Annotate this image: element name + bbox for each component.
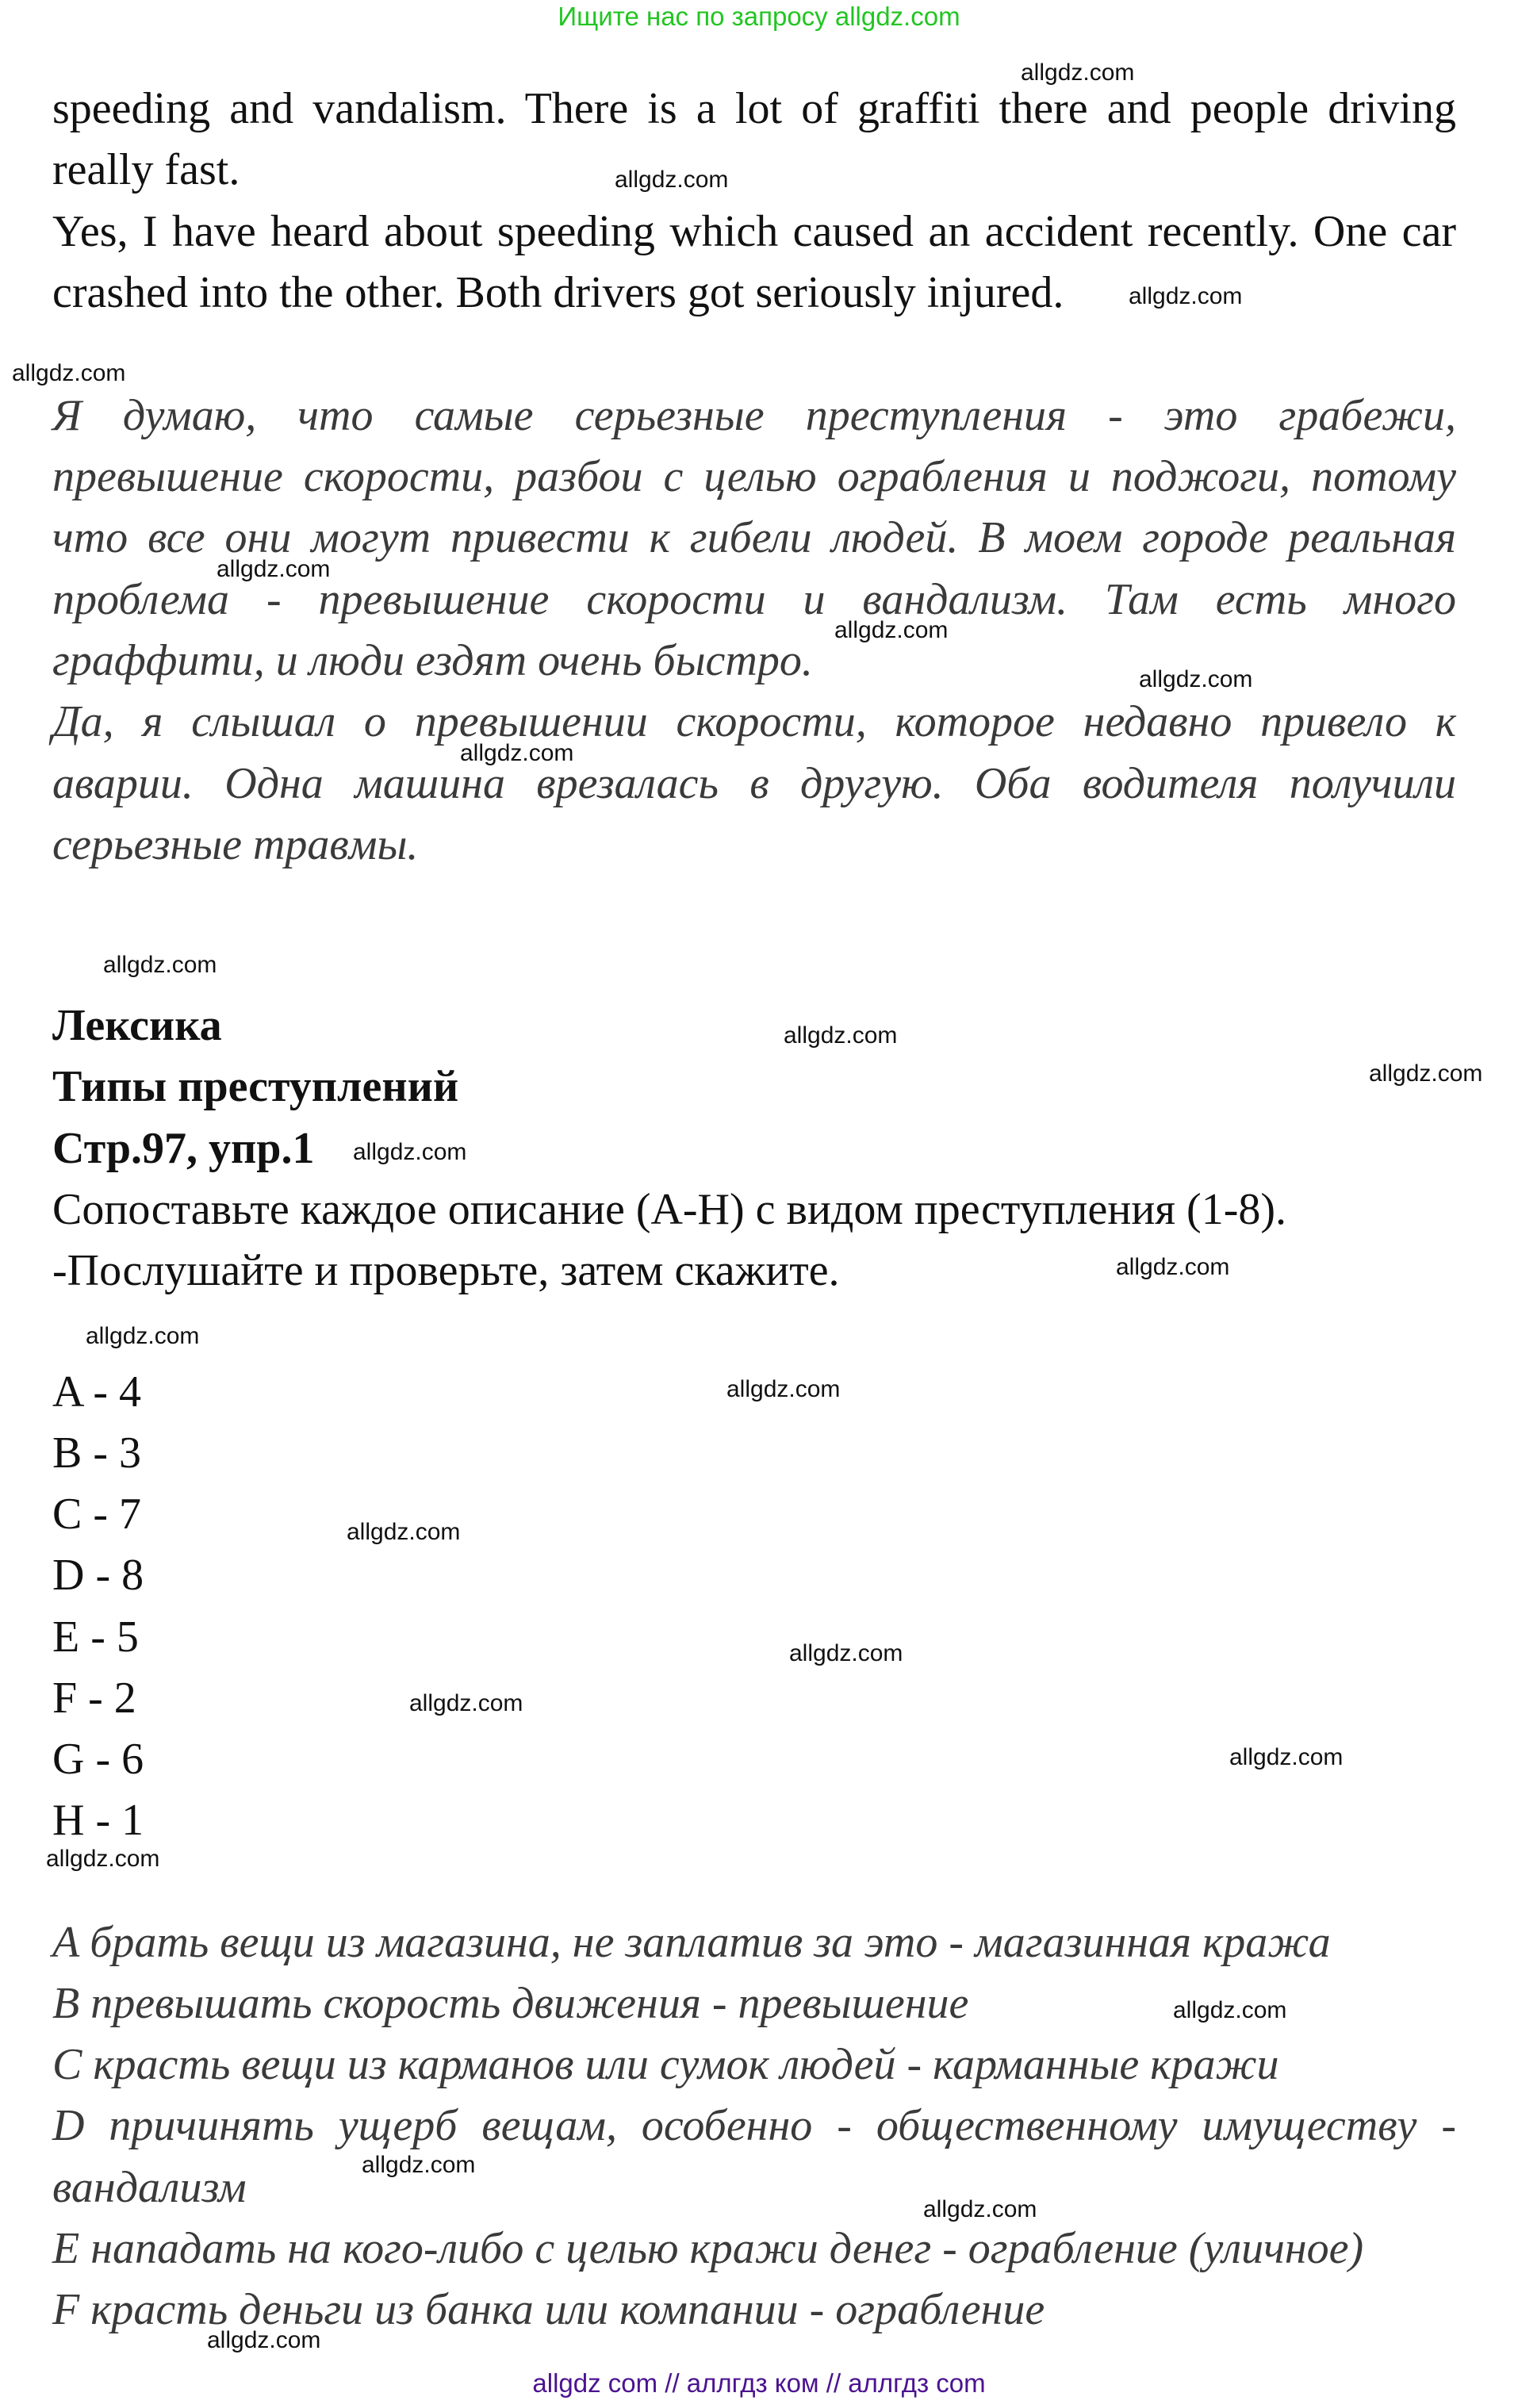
watermark: allgdz.com <box>1021 59 1135 86</box>
definition-line: F красть деньги из банка или компании - ограбление <box>52 2285 1045 2334</box>
header-banner: Ищите нас по запросу allgdz.com <box>558 2 960 31</box>
watermark: allgdz.com <box>1116 1254 1230 1280</box>
watermark: allgdz.com <box>347 1519 461 1545</box>
task-instruction: -Послушайте и проверьте, затем скажите. <box>52 1246 840 1295</box>
watermark: allgdz.com <box>1369 1060 1483 1087</box>
definition-line: D причинять ущерб вещам, особенно - общественному имуществу - <box>52 2101 1456 2150</box>
watermark: allgdz.com <box>726 1376 841 1402</box>
answer-item: E - 5 <box>52 1612 139 1662</box>
answer-item: B - 3 <box>52 1428 141 1478</box>
english-line: Yes, I have heard about speeding which caused an accident recently. One car <box>52 207 1456 256</box>
watermark: allgdz.com <box>615 167 729 193</box>
section-heading: Типы преступлений <box>52 1062 459 1111</box>
translation-line: серьезные травмы. <box>52 820 419 869</box>
watermark: allgdz.com <box>789 1640 903 1666</box>
translation-line: превышение скорости, разбои с целью ограбления и поджоги, потому <box>52 452 1456 501</box>
watermark: allgdz.com <box>207 2327 321 2353</box>
english-line: crashed into the other. Both drivers got seriously injured. <box>52 268 1064 317</box>
translation-line: Да, я слышал о превышении скорости, которое недавно привело к <box>52 697 1456 746</box>
watermark: allgdz.com <box>362 2152 476 2178</box>
answer-item: A - 4 <box>52 1367 141 1417</box>
translation-line: граффити, и люди ездят очень быстро. <box>52 636 813 685</box>
answer-item: D - 8 <box>52 1551 144 1600</box>
answer-item: F - 2 <box>52 1674 136 1723</box>
answer-item: H - 1 <box>52 1796 144 1845</box>
task-instruction: Сопоставьте каждое описание (A-H) с видом преступления (1-8). <box>52 1185 1286 1234</box>
watermark: allgdz.com <box>923 2196 1037 2222</box>
watermark: allgdz.com <box>1229 1744 1344 1770</box>
answer-item: C - 7 <box>52 1490 141 1539</box>
definition-line: C красть вещи из карманов или сумок людей - карманные кражи <box>52 2040 1279 2089</box>
watermark: allgdz.com <box>784 1022 898 1049</box>
answer-item: G - 6 <box>52 1735 144 1784</box>
watermark: allgdz.com <box>1173 1997 1287 2023</box>
definition-line: A брать вещи из магазина, не заплатив за это - магазинная кража <box>52 1918 1331 1967</box>
translation-line: что все они могут привести к гибели людей. В моем городе реальная <box>52 513 1456 562</box>
watermark: allgdz.com <box>103 952 217 978</box>
translation-line: аварии. Одна машина врезалась в другую. Оба водителя получили <box>52 759 1456 808</box>
watermark: allgdz.com <box>217 556 331 582</box>
english-line: speeding and vandalism. There is a lot of graffiti there and people driving <box>52 84 1456 133</box>
section-heading: Лексика <box>52 1001 222 1050</box>
translation-line: проблема - превышение скорости и вандализм. Там есть много <box>52 575 1456 624</box>
watermark: allgdz.com <box>86 1323 200 1349</box>
definition-line: вандализм <box>52 2163 247 2212</box>
footer-banner: allgdz com // аллгдз ком // аллгдз com <box>532 2368 986 2398</box>
watermark: allgdz.com <box>409 1690 523 1716</box>
english-line: really fast. <box>52 145 240 194</box>
watermark: allgdz.com <box>1129 283 1243 309</box>
watermark: allgdz.com <box>12 360 126 386</box>
definition-line: E нападать на кого-либо с целью кражи денег - ограбление (уличное) <box>52 2224 1364 2273</box>
definition-line: B превышать скорость движения - превышение <box>52 1979 969 2028</box>
translation-line: Я думаю, что самые серьезные преступления - это грабежи, <box>52 391 1456 440</box>
watermark: allgdz.com <box>460 740 574 766</box>
watermark: allgdz.com <box>46 1846 160 1872</box>
watermark: allgdz.com <box>1139 666 1253 692</box>
watermark: allgdz.com <box>834 617 949 643</box>
watermark: allgdz.com <box>353 1139 467 1165</box>
exercise-heading: Стр.97, упр.1 <box>52 1124 315 1173</box>
